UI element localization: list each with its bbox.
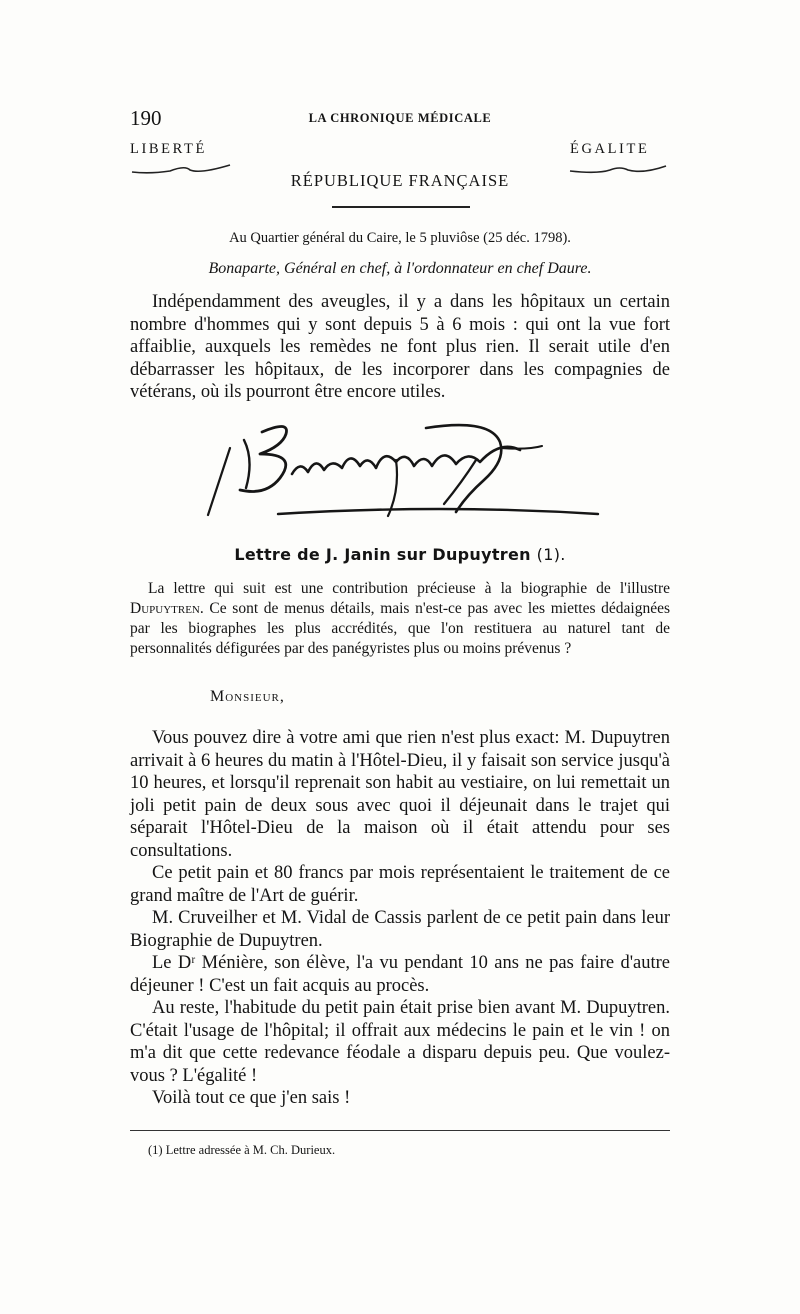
reply-paragraph: Voilà tout ce que j'en sais ! xyxy=(152,1088,351,1108)
salutation: Monsieur, xyxy=(210,688,285,705)
footnote: (1) Lettre adressée à M. Ch. Durieux. xyxy=(148,1143,336,1157)
article-intro xyxy=(130,579,670,659)
running-head: LA CHRONIQUE MÉDICALE xyxy=(308,111,492,125)
letter-paragraph: Indépendamment des aveugles, il y a dans les hôpitaux un certain nombre d'hommes qui y sont depuis 5 à 6 mois : qui ont la vue fort affaiblie, auxquels les remèdes ne font plus rien. Il serait utile d'en débarrasser les hôpitaux, de les incorporer dans les compagnies de vétérans, où ils pourront être encore utiles. xyxy=(130,292,670,402)
dateline: Au Quartier général du Caire, le 5 pluviôse (25 déc. 1798). xyxy=(229,230,571,246)
article-title xyxy=(0,545,800,564)
heading-rule xyxy=(332,206,470,208)
intro-name: Dupuytren xyxy=(130,600,200,617)
reply-paragraph: Le Dʳ Ménière, son élève, l'a vu pendant 10 ans ne pas faire d'autre déjeuner ! C'est un fait acquis au procès. xyxy=(130,953,670,996)
footnote-rule xyxy=(130,1130,670,1131)
motto-liberte: LIBERTÉ xyxy=(130,141,207,157)
footnote-reference[interactable]: (1). xyxy=(536,545,566,564)
page-number: 190 xyxy=(130,106,162,130)
intro-text-before: La lettre qui suit est une contribution précieuse à la biographie de l'illustre xyxy=(148,580,670,597)
motto-egalite: ÉGALITE xyxy=(570,141,650,157)
intro-text-after: . Ce sont de menus détails, mais n'est-ce pas avec les miettes dédaignées par les biographes les plus accrédités, que l'on restituera au naturel tant de personnalités défigurées par des panégyristes plus ou moins prévenus ? xyxy=(130,600,670,657)
reply-paragraph: Ce petit pain et 80 francs par mois représentaient le traitement de ce grand maître de l'Art de guérir. xyxy=(130,863,670,906)
letter-body xyxy=(130,291,670,404)
intro-paragraph xyxy=(130,579,670,659)
reply-letter xyxy=(130,727,670,1110)
reply-paragraph: Au reste, l'habitude du petit pain était prise bien avant M. Dupuytren. C'était l'usage de l'hôpital; il offrait aux médecins le pain et le vin ! on m'a dit que cette redevance féodale a disparu depuis peu. Que voulez-vous ? L'égalité ! xyxy=(130,998,670,1086)
reply-paragraph: M. Cruveilher et M. Vidal de Cassis parlent de ce petit pain dans leur Biographie de Dupuytren. xyxy=(130,908,670,951)
republic-heading: RÉPUBLIQUE FRANÇAISE xyxy=(290,171,510,190)
reply-paragraph: Vous pouvez dire à votre ami que rien n'est plus exact: M. Dupuytren arrivait à 6 heures du matin à l'Hôtel-Dieu, il y faisait son service jusqu'à 10 heures, et lorsqu'il reprenait son habit au vestiaire, on lui remettait un joli petit pain de deux sous avec quoi il déjeunait dans le trajet qui séparait l'Hôtel-Dieu de la maison où il était attendu pour ses consultations. xyxy=(130,728,670,861)
addressline: Bonaparte, Général en chef, à l'ordonnateur en chef Daure. xyxy=(208,260,592,277)
article-title-text: Lettre de J. Janin sur Dupuytren xyxy=(234,545,531,564)
signature-image xyxy=(200,420,600,530)
